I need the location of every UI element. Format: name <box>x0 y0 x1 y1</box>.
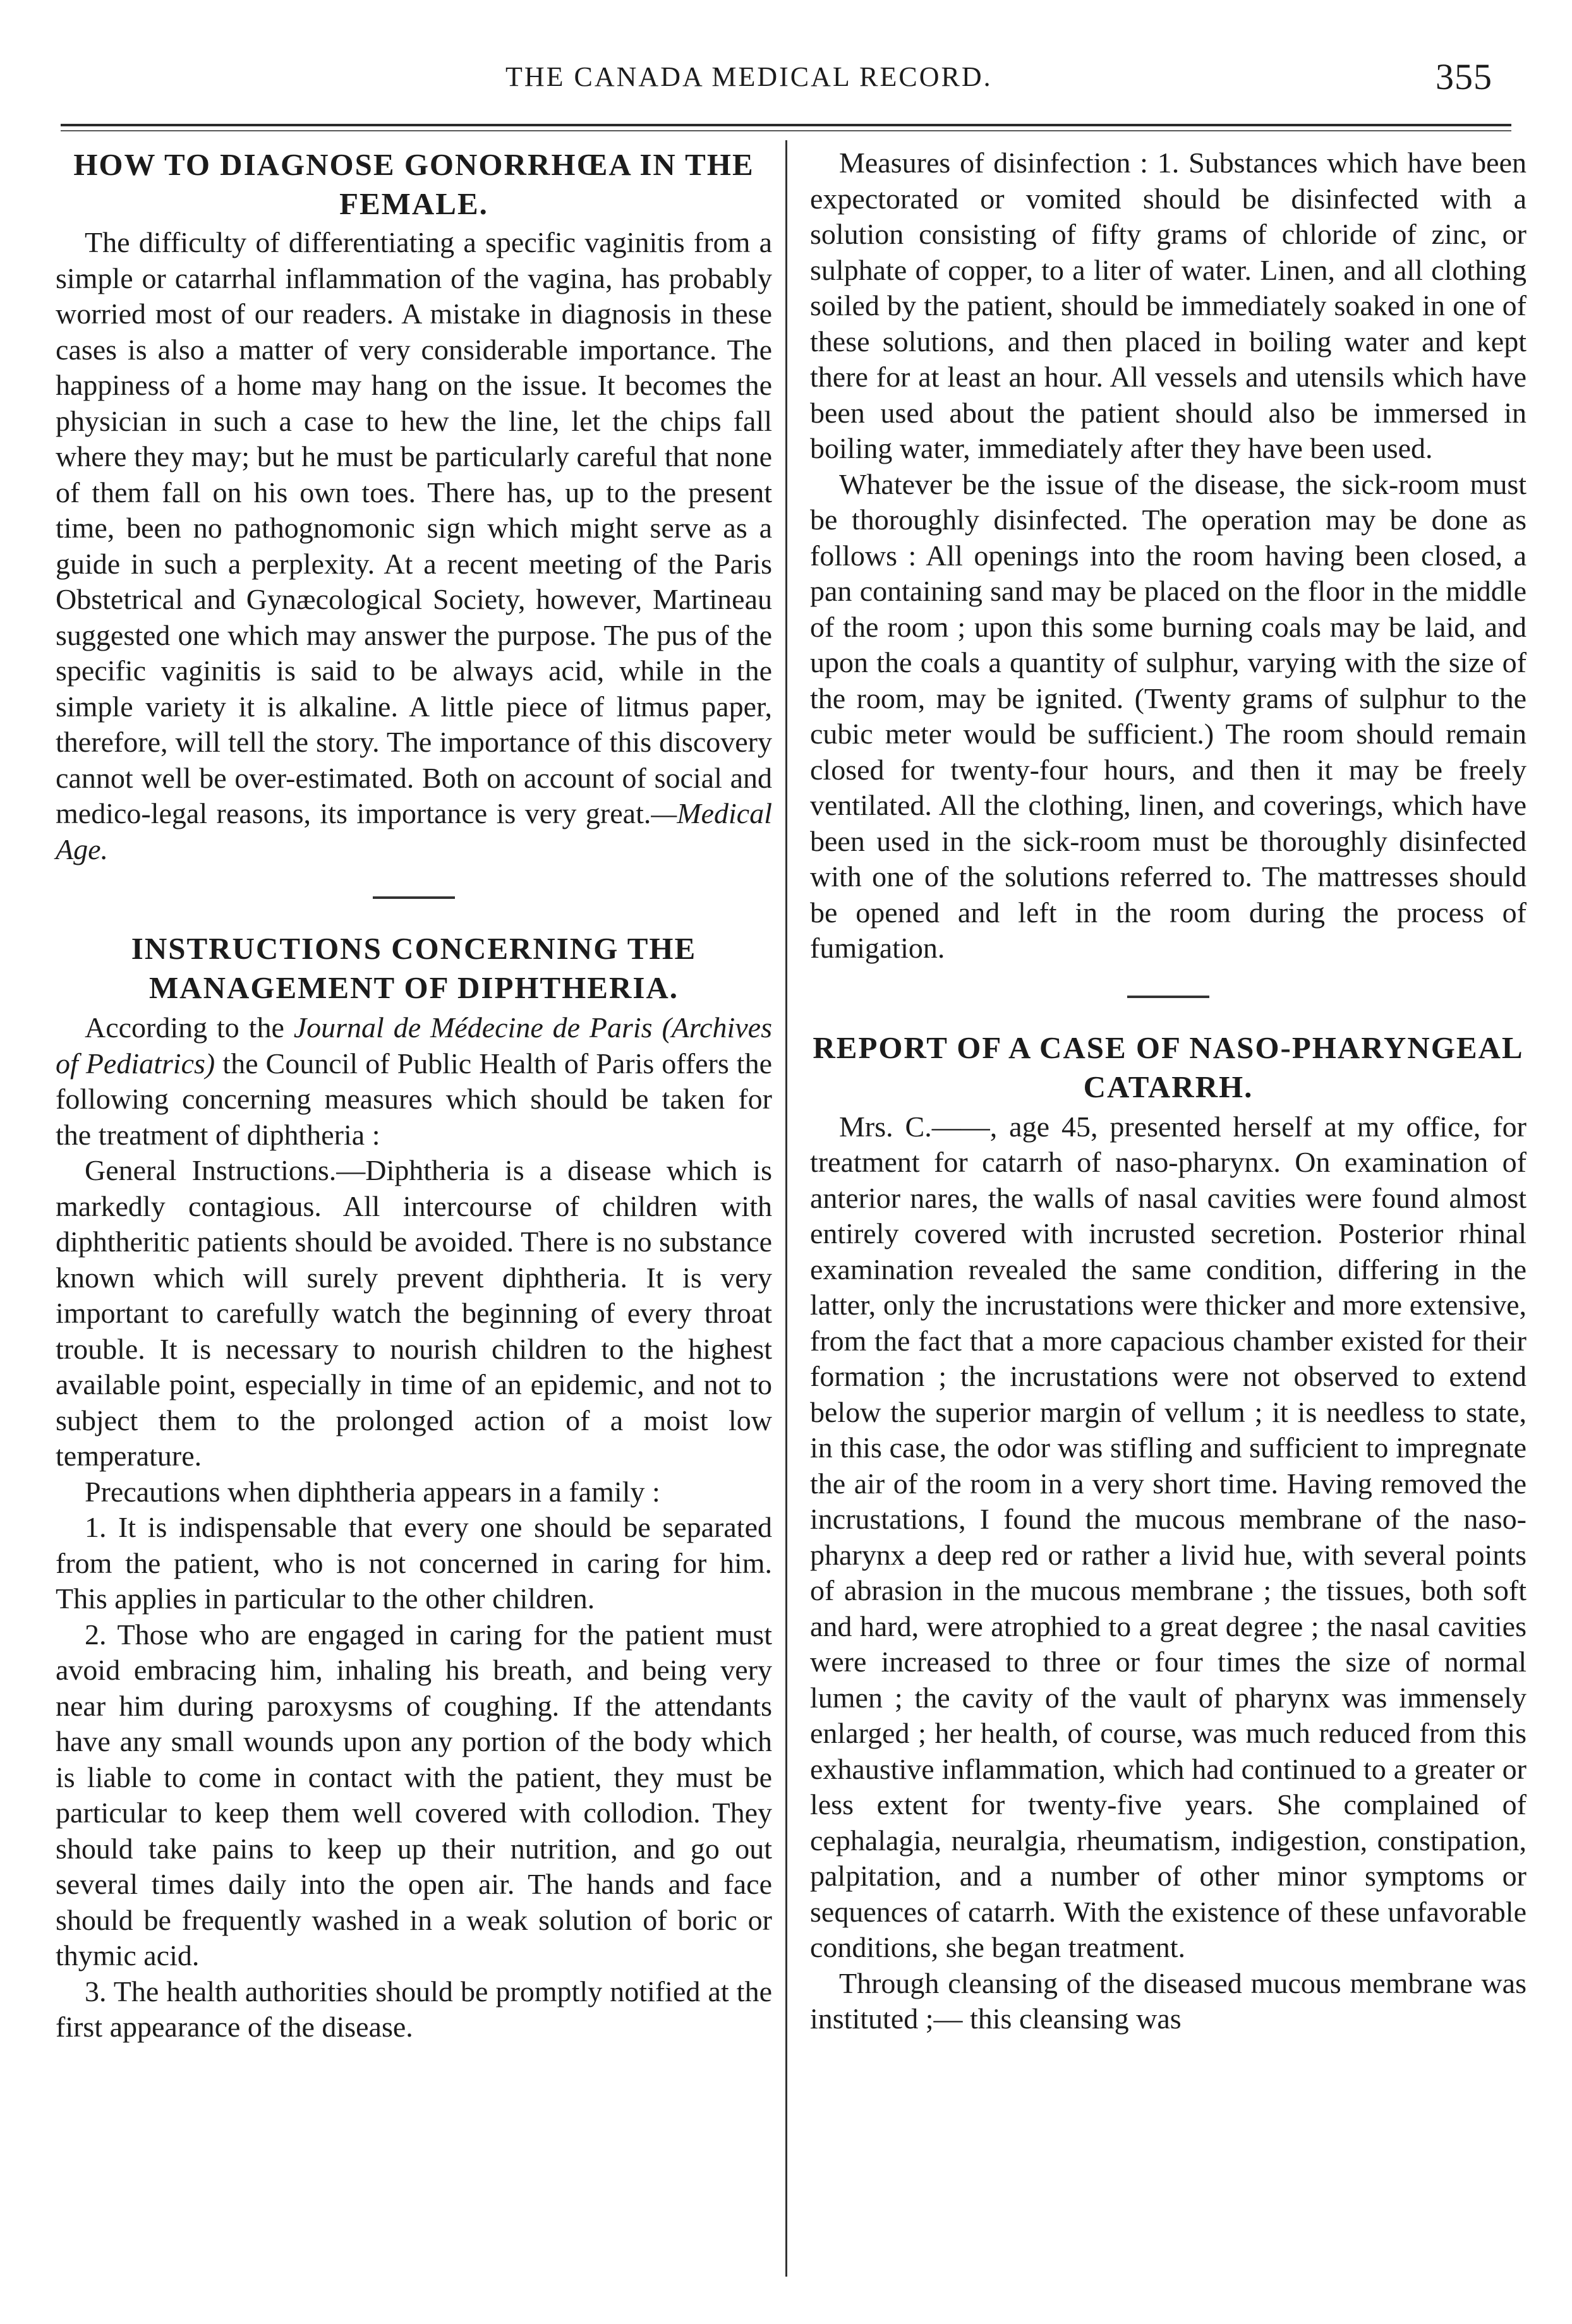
left-column <box>56 145 772 2045</box>
catarrh-treatment: Through cleansing of the diseased mucous membrane was instituted ;— this cleansing was <box>810 1966 1527 2035</box>
article-title-gonorrhoea: HOW TO DIAGNOSE GONORRHŒA IN THE FEMALE. <box>73 147 754 221</box>
section-divider <box>373 896 455 899</box>
precautions-heading: Precautions when diphtheria appears in a family : <box>85 1475 660 1508</box>
article-body-gonorrhoea <box>56 225 772 867</box>
right-column <box>810 145 1527 2037</box>
intro-lead: According to the <box>85 1011 294 1044</box>
journal-title: THE CANADA MEDICAL RECORD. <box>505 61 993 92</box>
precaution-item-3: 3. The health authorities should be promptly notified at the first appearance of the disease. <box>56 1975 772 2043</box>
gonorrhoea-text: The difficulty of differentiating a specific vaginitis from a simple or catarrhal inflammation of the vagina, has probably worried most of our readers. A mistake in diagnosis in these cases is also a matter of very considerable importance. The happiness of a home may hang on the issue. It becomes the physician in such a case to hew the line, let the chips fall where they may; but he must be particularly careful that none of them fall on his own toes. There has, up to the present time, been no pathognomonic sign which might serve as a guide in such a perplexity. At a recent meeting of the Paris Obstetrical and Gynæcological Society, however, Martineau suggested one which may answer the purpose. The pus of the specific vaginitis is said to be always acid, while in the simple variety it is alkaline. A little piece of litmus paper, therefore, will tell the story. The importance of this discovery cannot well be over-estimated. Both on account of social and medico-legal reasons, its importance is very great. <box>56 226 772 829</box>
running-head <box>0 56 1572 99</box>
page-number: 355 <box>1436 56 1492 97</box>
article-title-catarrh: REPORT OF A CASE OF NASO-PHARYNGEAL CATARRH. <box>813 1030 1524 1104</box>
header-rule <box>61 124 1511 126</box>
precaution-item-1: 1. It is indispensable that every one should be separated from the patient, who is not concerned in caring for him. This applies in particular to the other children. <box>56 1511 772 1615</box>
catarrh-case-report: Mrs. C.——, age 45, presented herself at my office, for treatment for catarrh of naso-pharynx. On examination of anterior nares, the walls of nasal cavities were found almost entirely covered with incrusted secretion. Posterior rhinal examination revealed the same condition, differing in the latter, only the incrustations were thicker and more extensive, from the fact that a more capacious chamber existed for their formation ; the incrustations were not observed to extend below the superior margin of vellum ; it is needless to state, in this case, the odor was stifling and sufficient to impregnate the air of the room in a very short time. Having removed the incrustations, I found the mucous membrane of the naso-pharynx a deep red or rather a livid hue, with several points of abrasion in the mucous membrane ; the tissues, both soft and hard, were atrophied to a great degree ; the nasal cavities were increased to three or four times the size of normal lumen ; the cavity of the vault of pharynx was immensely enlarged ; her health, of course, was much reduced from this exhaustive inflammation, which had continued to a greater or less extent for twenty-five years. She complained of cephalagia, neuralgia, rheumatism, indigestion, constipation, palpitation, and a number of other minor symptoms or sequences of catarrh. With the existence of these unfavorable conditions, she began treatment. <box>810 1110 1527 1963</box>
intro-rest: the Council of Public Health of Paris offers the following concerning measures which should be taken for the treatment of diphtheria : <box>56 1047 772 1151</box>
article-title-diphtheria: INSTRUCTIONS CONCERNING THE MANAGEMENT OF DIPHTHERIA. <box>131 931 697 1005</box>
disinfection-measures: Measures of disinfection : 1. Substances which have been expectorated or vomited should be disinfected with a solution consisting of fifty grams of chloride of zinc, or sulphate of copper, to a liter of water. Linen, and all clothing soiled by the patient, should be immediately soaked in one of these solutions, and then placed in boiling water and kept there for at least an hour. All vessels and utensils which have been used about the patient should also be immersed in boiling water, immediately after they have been used. <box>810 147 1527 464</box>
journal-citation: Journal de Médecine de Paris (Archives of Pediatrics) <box>56 1011 772 1080</box>
general-instructions: General Instructions.—Diphtheria is a disease which is markedly contagious. All intercourse of children with diphtheritic patients should be avoided. There is no substance known which will surely prevent diphtheria. It is very important to carefully watch the beginning of every throat trouble. It is necessary to nourish children to the highest available point, especially in time of an epidemic, and not to subject them to the prolonged action of a moist low temperature. <box>56 1154 772 1472</box>
header-rule-thin <box>61 130 1511 131</box>
section-divider-right <box>1127 996 1209 998</box>
column-divider <box>785 140 787 2277</box>
precaution-item-2: 2. Those who are engaged in caring for the patient must avoid embracing him, inhaling his breath, and being very near him during paroxysms of coughing. If the attendants have any small wounds upon any portion of the body which is liable to come in contact with the patient, they must be particular to keep them well covered with collodion. They should take pains to keep up their nutrition, and go out several times daily into the open air. The hands and face should be frequently washed in a weak solution of boric or thymic acid. <box>56 1618 772 1972</box>
diphtheria-intro <box>56 1010 772 1153</box>
sickroom-disinfection: Whatever be the issue of the disease, the sick-room must be thoroughly disinfected. The operation may be done as follows : All openings into the room having been closed, a pan containing sand may be placed on the floor in the middle of the room ; upon this some burning coals may be laid, and upon the coals a quantity of sulphur, varying with the size of the room, may be ignited. (Twenty grams of sulphur to the cubic meter would be sufficient.) The room should remain closed for twenty-four hours, and then it may be freely ventilated. All the clothing, linen, and coverings, which have been used in the sick-room must be thoroughly disinfected with one of the solutions referred to. The mattresses should be opened and left in the room during the process of fumigation. <box>810 467 1527 964</box>
article-source: —Medical Age. <box>56 797 772 865</box>
